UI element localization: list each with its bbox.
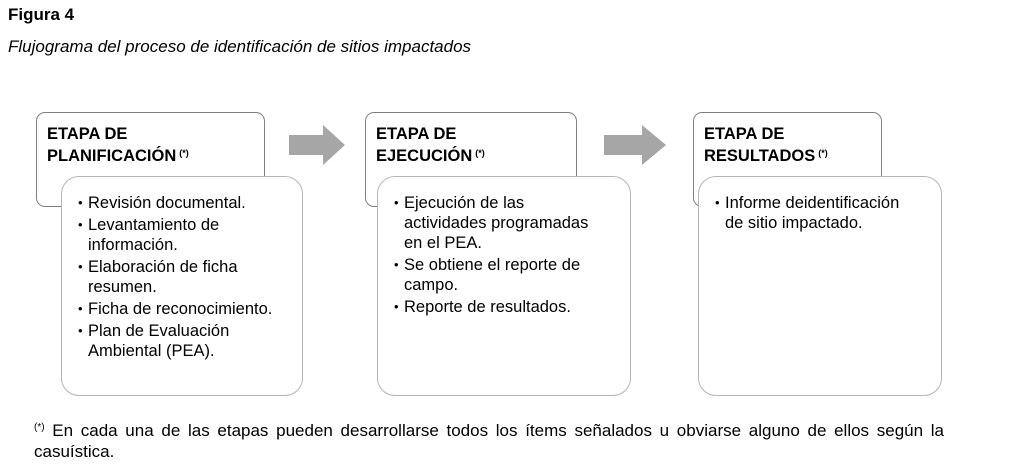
stage-title-line1: ETAPA DE [376,125,457,143]
stage-marker: (*) [818,148,828,158]
stage-planificacion-title [47,125,189,166]
stage-ejecucion-title [376,125,485,166]
list-item: • Plan de Evaluación Ambiental (PEA). [78,321,296,361]
footnote-marker: (*) [34,422,45,433]
footnote-text: En cada una de las etapas pueden desarrollarse todos los ítems señalados u obviarse alguno de ellos según la casuística. [34,421,944,461]
list-item: • Informe deidentificación de sitio impactado. [715,193,935,233]
stage-ejecucion-items [377,176,631,396]
item-list [78,193,296,361]
list-item: • Revisión documental. [78,193,296,213]
list-item: • Reporte de resultados. [394,297,624,317]
list-item: • Levantamiento de información. [78,215,296,255]
stage-title-line1: ETAPA DE [47,125,128,143]
list-item: • Ejecución de las actividades programadas en el PEA. [394,193,624,253]
stage-title-line2: EJECUCIÓN [376,147,473,165]
stage-marker: (*) [179,148,189,158]
item-list [394,193,624,317]
stage-planificacion-items [61,176,303,396]
stage-title-line2: RESULTADOS [704,147,816,165]
stage-title-line2: PLANIFICACIÓN [47,147,177,165]
right-arrow-icon [289,125,345,165]
stage-marker: (*) [475,148,485,158]
list-item: • Ficha de reconocimiento. [78,299,296,319]
stage-resultados-title [704,125,828,166]
stage-title-line1: ETAPA DE [704,125,785,143]
right-arrow-icon [604,125,666,165]
figure-title: Flujograma del proceso de identificación de sitios impactados [8,37,472,56]
footnote [34,417,944,462]
figure-label: Figura 4 [8,5,75,24]
list-item: • Se obtiene el reporte de campo. [394,255,624,295]
item-list [715,193,935,233]
list-item: • Elaboración de ficha resumen. [78,257,296,297]
stage-resultados-items [698,176,942,396]
